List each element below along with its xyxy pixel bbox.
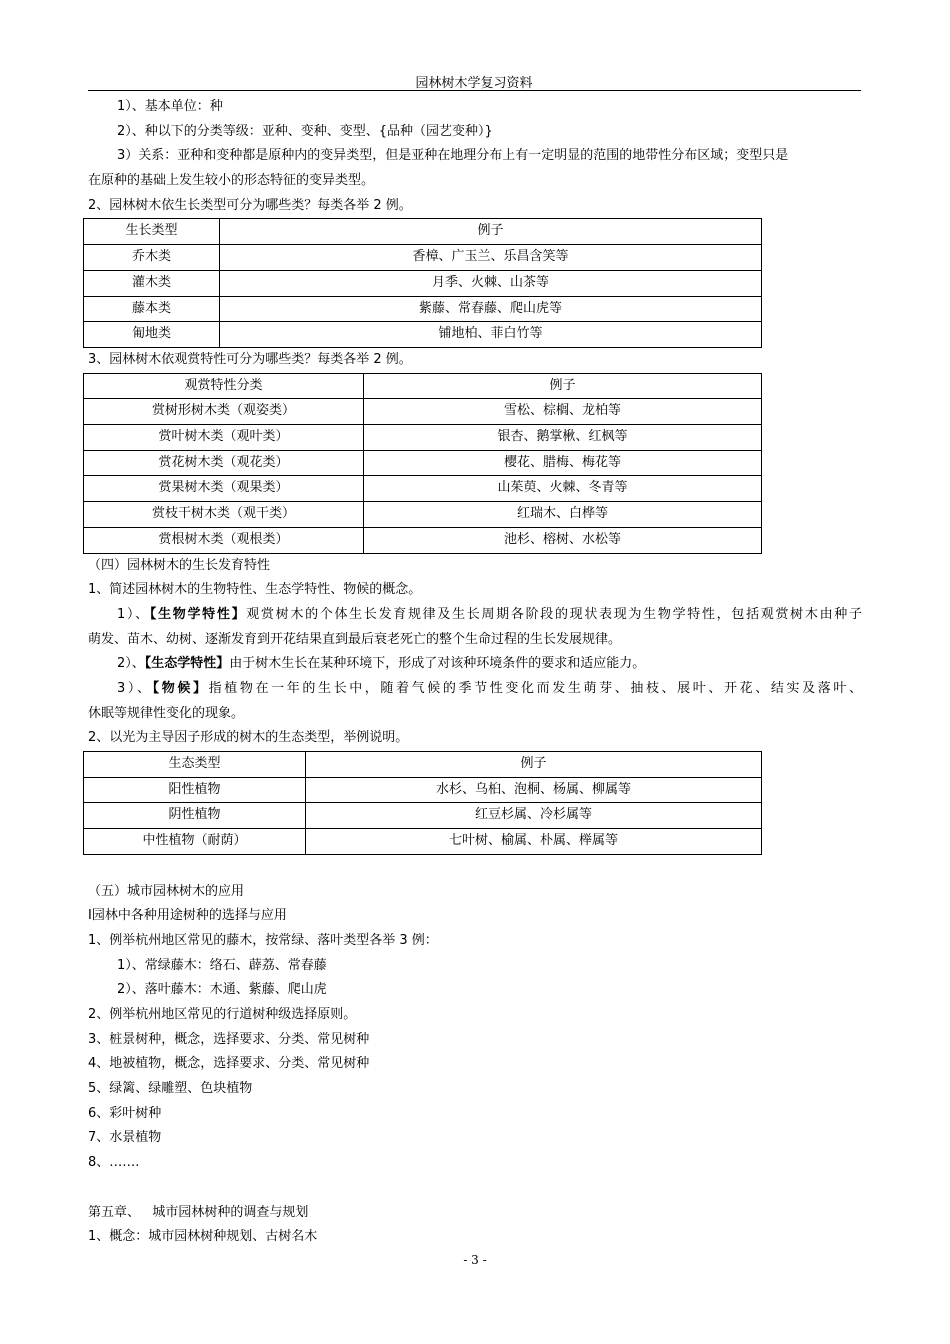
list-item: 6、彩叶树种 [88, 1105, 162, 1121]
spacer [88, 855, 862, 880]
ornamental-type-table [83, 373, 762, 554]
table-row [84, 502, 762, 528]
table-cell: 赏枝干树木类（观干类） [84, 502, 364, 528]
table-header-cell: 观赏特性分类 [84, 373, 364, 399]
light-ecotype-question: 2、以光为主导因子形成的树木的生态类型，举例说明。 [88, 730, 409, 746]
table-cell: 灌木类 [84, 270, 220, 296]
table-header-row [84, 752, 762, 778]
biology-trait-line-1 [88, 603, 862, 628]
table-cell: 七叶树、榆属、朴属、榉属等 [306, 829, 762, 855]
table-cell: 中性植物（耐荫） [84, 829, 306, 855]
table-cell: 银杏、鹅掌楸、红枫等 [364, 425, 762, 451]
table-header-cell: 生态类型 [84, 752, 306, 778]
spacer [88, 1176, 862, 1201]
section-five-subtitle: Ⅰ园林中各种用途树种的选择与应用 [88, 908, 287, 924]
table-header-cell: 例子 [306, 752, 762, 778]
table-cell: 赏果树木类（观果类） [84, 476, 364, 502]
table-cell: 铺地柏、菲白竹等 [220, 322, 762, 348]
table-row [84, 270, 762, 296]
list-item: 3、桩景树种，概念，选择要求、分类、常见树种 [88, 1031, 370, 1047]
table-cell: 水杉、乌桕、泡桐、杨属、柳属等 [306, 777, 762, 803]
table-cell: 赏叶树木类（观叶类） [84, 425, 364, 451]
chapter-five-title: 第五章、 城市园林树种的调查与规划 [88, 1204, 309, 1220]
concepts-question: 1、简述园林树木的生物特性、生态学特性、物候的概念。 [88, 582, 422, 598]
table-row [84, 777, 762, 803]
table-cell: 赏花树木类（观花类） [84, 450, 364, 476]
section-five-title: （五）城市园林树木的应用 [88, 883, 245, 899]
table-cell: 阳性植物 [84, 777, 306, 803]
table-cell: 赏树形树木类（观姿类） [84, 399, 364, 425]
table-row [84, 450, 762, 476]
biology-trait-text: 观赏树木的个体生长发育规律及生长周期各阶段的现状表现为生物学特性，包括观赏树木由种子 [246, 606, 862, 622]
table-cell: 池杉、榕树、水松等 [364, 527, 762, 553]
table-row [84, 476, 762, 502]
vine-question: 1、例举杭州地区常见的藤木，按常绿、落叶类型各举 3 例： [88, 932, 438, 948]
page-content [88, 95, 862, 1250]
relation-line-2: 在原种的基础上发生较小的形态特征的变异类型。 [88, 173, 375, 189]
list-item: 2、例举杭州地区常见的行道树种级选择原则。 [88, 1007, 357, 1022]
list-item: 8、……. [88, 1155, 140, 1171]
table-cell: 香樟、广玉兰、乐昌含笑等 [220, 245, 762, 271]
table-row [84, 803, 762, 829]
table-row [84, 425, 762, 451]
page-number: - 3 - [463, 1253, 487, 1267]
table-cell: 藤本类 [84, 296, 220, 322]
table-row [84, 322, 762, 348]
phenology-line-1 [88, 677, 862, 702]
ornamental-type-question: 3、园林树木依观赏特性可分为哪些类？每类各举 2 例。 [88, 351, 412, 367]
table-row [84, 829, 762, 855]
table-header-row [84, 373, 762, 399]
table-header-cell: 生长类型 [84, 219, 220, 245]
table-cell: 雪松、棕榈、龙柏等 [364, 399, 762, 425]
page-header-title: 园林树木学复习资料 [415, 76, 533, 91]
table-row [84, 527, 762, 553]
table-cell: 红豆杉属、冷杉属等 [306, 803, 762, 829]
phenology-text: 指植物在一年的生长中，随着气候的季节性变化而发生萌芽、抽枝、展叶、开花、结实及落叶、 [208, 681, 862, 696]
table-cell: 红瑞木、白桦等 [364, 502, 762, 528]
table-row [84, 399, 762, 425]
subspecies-levels-line: 2）、种以下的分类等级：亚种、变种、变型、{品种（园艺变种）} [117, 123, 493, 139]
list-item: 4、地被植物，概念，选择要求、分类、常见树种 [88, 1056, 370, 1072]
ecology-trait-line [88, 652, 862, 677]
table-row [84, 296, 762, 322]
phenology-term: 【物候】 [152, 681, 209, 696]
chapter-five-concepts: 1、概念：城市园林树种规划、古树名木 [88, 1229, 318, 1245]
ecology-trait-text: 由于树木生长在某种环境下，形成了对该种环境条件的要求和适应能力。 [229, 656, 646, 672]
list-item: 7、水景植物 [88, 1130, 162, 1146]
table-header-cell: 例子 [364, 373, 762, 399]
deciduous-vines-line: 2）、落叶藤木：木通、紫藤、爬山虎 [117, 982, 327, 998]
section-four-title: （四）园林树木的生长发育特性 [88, 557, 271, 573]
list-item: 5、绿篱、绿雕塑、色块植物 [88, 1081, 253, 1097]
phenology-line-2: 休眠等规律性变化的现象。 [88, 705, 245, 721]
table-header-row [84, 219, 762, 245]
evergreen-vines-line: 1）、常绿藤木：络石、薜荔、常春藤 [117, 957, 327, 973]
ecotype-table [83, 751, 762, 855]
biology-trait-line-2: 萌发、苗木、幼树、逐渐发育到开花结果直到最后衰老死亡的整个生命过程的生长发展规律。 [88, 631, 622, 647]
biology-trait-term: 【生物学特性】 [149, 606, 247, 622]
list-prefix: 2）、 [117, 656, 145, 672]
list-prefix: 3）、 [117, 681, 153, 696]
table-cell: 紫藤、常春藤、爬山虎等 [220, 296, 762, 322]
list-prefix: 1）、 [117, 606, 150, 622]
growth-type-question: 2、园林树木依生长类型可分为哪些类？每类各举 2 例。 [88, 197, 412, 213]
table-cell: 匍地类 [84, 322, 220, 348]
table-cell: 乔木类 [84, 245, 220, 271]
ecology-trait-term: 【生态学特性】 [144, 656, 230, 672]
header-divider [88, 90, 861, 91]
relation-line-1: 3）关系：亚种和变种都是原种内的变异类型，但是亚种在地理分布上有一定明显的范围的地带性分布区域；变型只是 [117, 148, 789, 164]
table-cell: 赏根树木类（观根类） [84, 527, 364, 553]
table-header-cell: 例子 [220, 219, 762, 245]
table-row [84, 245, 762, 271]
table-cell: 阴性植物 [84, 803, 306, 829]
table-cell: 山茱萸、火棘、冬青等 [364, 476, 762, 502]
table-cell: 月季、火棘、山茶等 [220, 270, 762, 296]
growth-type-table [83, 218, 762, 348]
basic-unit-line: 1）、基本单位：种 [117, 99, 223, 114]
table-cell: 樱花、腊梅、梅花等 [364, 450, 762, 476]
